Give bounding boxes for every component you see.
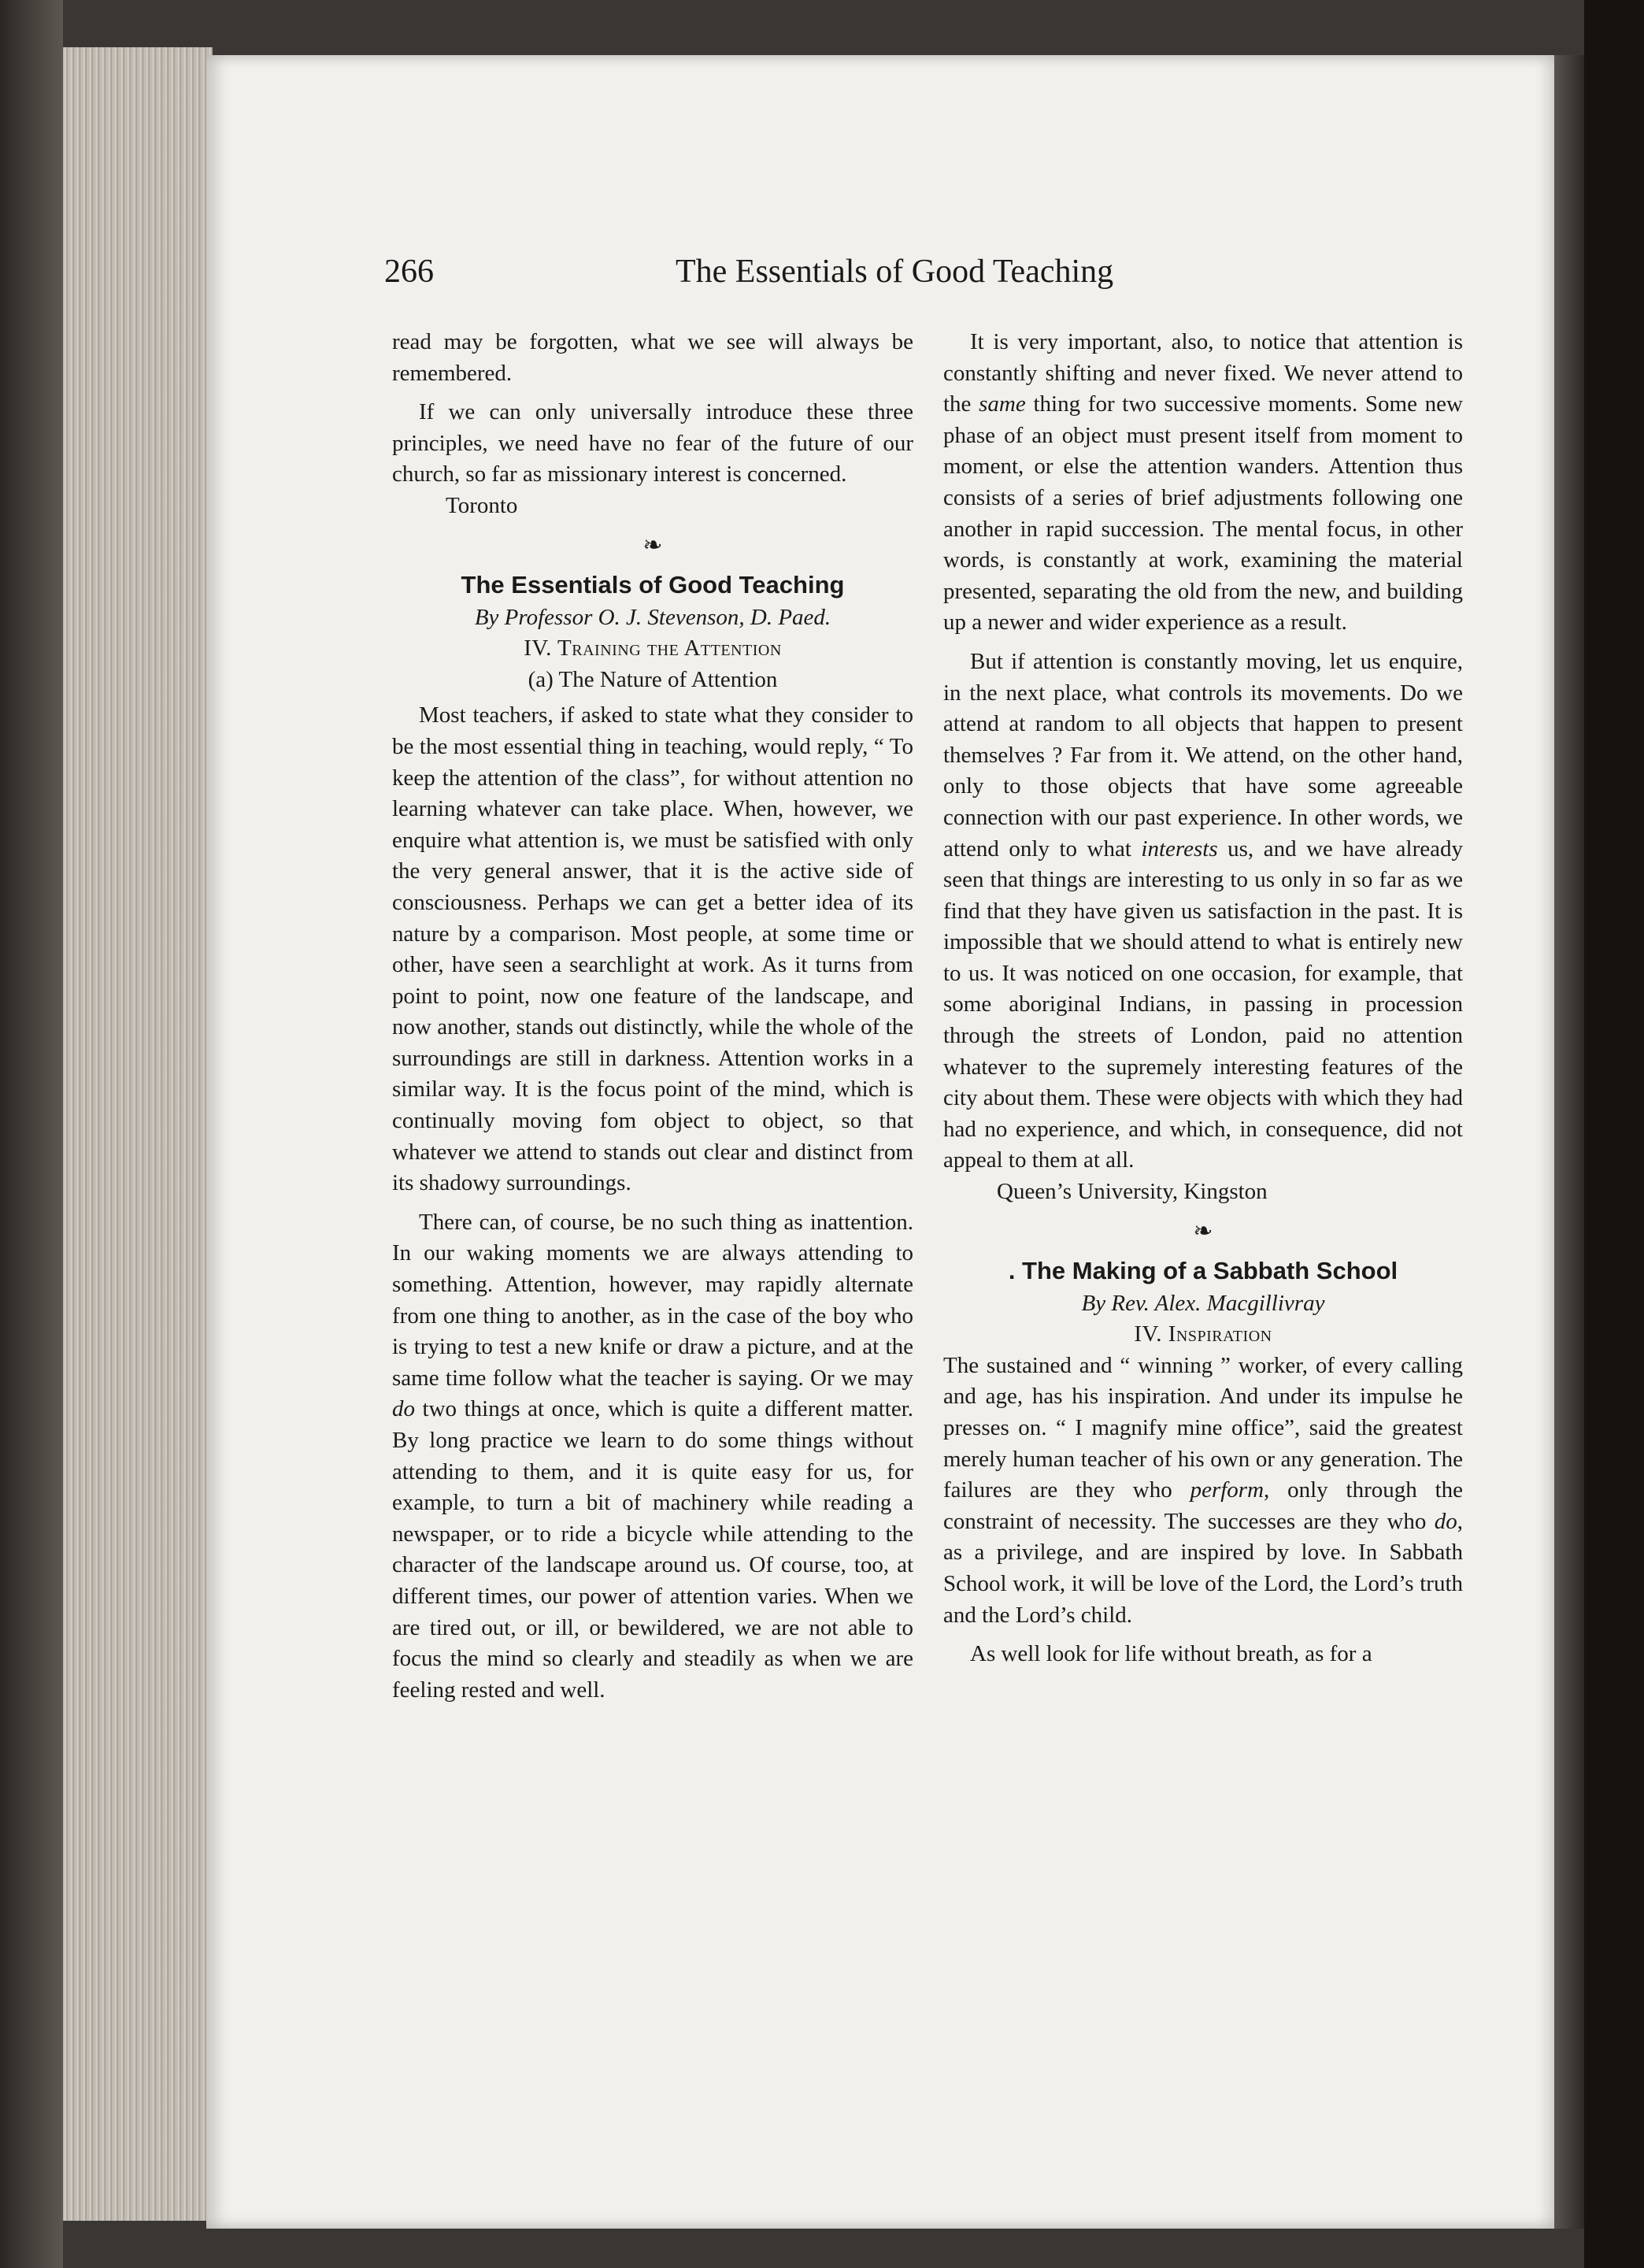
paragraph: There can, of course, be no such thing as inattention. In our waking moments we are always attending to something. Attention, however, may rapidly alternate from one thing to another, as in the case of the boy who is trying to test a new knife or draw a picture, and at the same time follow what the teacher is saying. Or we may do two things at once, which is quite a different matter. By long practice we learn to do some things without attending to them, and it is quite easy for us, for example, to turn a bit of machinery while reading a newspaper, or to ride a bicycle while attending to the character of the landscape around us. Of course, too, at different times, our power of attention varies. When we are tired out, or ill, or bewildered, we are not able to focus the mind so clearly and steadily as when we are feeling rested and well.	[392, 1209, 913, 1703]
section-heading: IV. Training the Attention	[524, 636, 782, 662]
emphasis: do	[1434, 1508, 1457, 1534]
running-title: The Essentials of Good Teaching	[676, 254, 1114, 290]
emphasis: perform	[1190, 1477, 1264, 1503]
article-title: . The Making of a Sabbath School	[1008, 1256, 1398, 1284]
article-byline: By Rev. Alex. Macgillivray	[1081, 1290, 1325, 1316]
paragraph: It is very important, also, to notice that attention is constantly shifting and never fixed. We never attend to the same thing for two successive moments. Some new phase of an object must present itself from moment to moment, or else the attention wanders. Attention thus consists of a series of brief adjustments following one another in rapid succession. The mental focus, in other words, is constantly at work, examining the material presented, separating the old from the new, and building up a newer and wider experience as a result.	[943, 329, 1463, 636]
page-edges	[63, 47, 213, 2221]
article-title: The Essentials of Good Teaching	[461, 570, 845, 598]
paragraph: read may be forgotten, what we see will always be remembered.	[392, 329, 913, 386]
ornament-icon: ❧	[642, 532, 663, 558]
page-number: 266	[384, 254, 434, 290]
paragraph: Most teachers, if asked to state what they consider to be the most essential thing in teaching, would reply, “ To keep the attention of the class”, for without attention no learning whatever can take place. When, however, we enquire what attention is, we must be satisfied with only the very general answer, that it is the active side of consciousness. Perhaps we can get a better idea of its nature by a comparison. Most people, at some time or other, have seen a searchlight at work. As it turns from point to point, now one feature of the landscape, and now another, stands out distinctly, while the whole of the surroundings are still in darkness. Attention works in a similar way. It is the focus point of the mind, which is continually moving fom object to object, so that whatever we attend to stands out clear and distinct from its shadowy surroundings.	[392, 702, 913, 1196]
section-heading: IV. Inspiration	[1134, 1321, 1272, 1347]
paragraph: As well look for life without breath, as for a	[970, 1641, 1372, 1667]
background-margin	[1584, 0, 1644, 2268]
subsection-heading: (a) The Nature of Attention	[528, 666, 778, 692]
place-signoff: Queen’s University, Kingston	[997, 1179, 1268, 1205]
ornament-icon: ❧	[1193, 1217, 1213, 1244]
emphasis: same	[979, 391, 1026, 417]
article-byline: By Professor O. J. Stevenson, D. Paed.	[474, 604, 831, 630]
right-page-shadow	[1554, 55, 1584, 2229]
emphasis: interests	[1141, 836, 1218, 862]
paragraph: If we can only universally introduce these three principles, we need have no fear of the future of our church, so far as missionary interest is concerned.	[392, 399, 913, 487]
right-column	[943, 327, 1463, 1678]
left-column	[392, 327, 913, 1714]
paragraph: The sustained and “ winning ” worker, of every calling and age, has his inspiration. And under its impulse he presses on. “ I magnify mine office”, said the greatest merely human teacher of his own or any generation. The failures are they who perform, only through the constraint of necessity. The successes are they who do, as a privilege, and are inspired by love. In Sabbath School work, it will be love of the Lord, the Lord’s truth and the Lord’s child.	[943, 1352, 1463, 1628]
book-spine	[0, 0, 63, 2268]
paragraph: But if attention is constantly moving, let us enquire, in the next place, what controls its movements. Do we attend at random to all objects that happen to present themselves ? Far from it. We attend, on the other hand, only to those objects that have some agreeable connection with our past experience. In other words, we attend only to what interests us, and we have already seen that things are interesting to us only in so far as we find that they have given us satisfaction in the past. It is impossible that we should attend to what is entirely new to us. It was noticed on one occasion, for example, that some aboriginal Indians, in passing in procession through the streets of London, paid no attention whatever to the supremely interesting features of the city about them. These were objects with which they had had no experience, and which, in consequence, did not appeal to them at all.	[943, 648, 1464, 1173]
page-header	[384, 252, 1471, 291]
place-signoff: Toronto	[446, 492, 518, 518]
emphasis: do	[392, 1396, 415, 1422]
